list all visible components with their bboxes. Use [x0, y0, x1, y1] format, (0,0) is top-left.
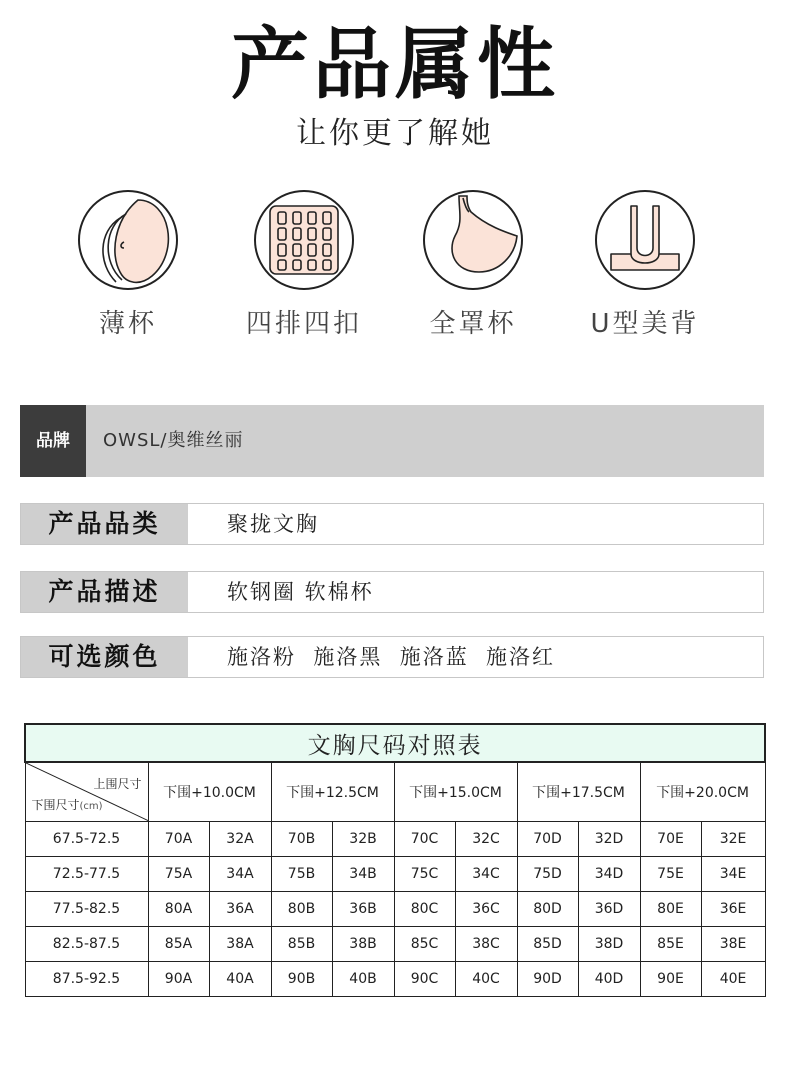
size-table-title: 文胸尺码对照表	[25, 724, 765, 762]
size-cell: 36E	[701, 892, 765, 927]
size-cell: 38C	[455, 927, 517, 962]
size-cell: 90A	[148, 962, 209, 997]
size-cell: 75C	[394, 857, 455, 892]
u-back-icon	[595, 190, 695, 290]
feature-label: 薄杯	[98, 309, 157, 339]
size-cell: 85A	[148, 927, 209, 962]
size-cell: 80D	[517, 892, 578, 927]
size-cell: 36B	[332, 892, 394, 927]
size-cell: 70C	[394, 822, 455, 857]
size-cell: 80A	[148, 892, 209, 927]
size-cell: 36A	[209, 892, 271, 927]
feature-label: U型美背	[590, 309, 700, 339]
attribute-row-description	[20, 571, 764, 613]
size-cell: 75E	[640, 857, 701, 892]
size-cell: 80B	[271, 892, 332, 927]
attribute-row-colors	[20, 636, 764, 678]
page-title: 产品属性	[230, 20, 559, 110]
table-row	[25, 857, 765, 892]
size-cell: 32B	[332, 822, 394, 857]
size-cell: 40B	[332, 962, 394, 997]
size-cell: 40E	[701, 962, 765, 997]
size-cell: 34C	[455, 857, 517, 892]
size-cell: 85C	[394, 927, 455, 962]
size-cell: 90B	[271, 962, 332, 997]
table-row	[25, 892, 765, 927]
size-cell: 38E	[701, 927, 765, 962]
size-cell: 70E	[640, 822, 701, 857]
column-header: 下围+20.0CM	[640, 762, 765, 822]
row-range-cell: 87.5-92.5	[25, 962, 148, 997]
feature-u-back	[570, 190, 720, 340]
row-range-cell: 77.5-82.5	[25, 892, 148, 927]
attribute-key: 可选颜色	[21, 637, 188, 677]
size-cell: 36D	[578, 892, 640, 927]
size-cell: 38B	[332, 927, 394, 962]
four-row-hook-icon	[254, 190, 354, 290]
row-range-cell: 82.5-87.5	[25, 927, 148, 962]
feature-thin-cup	[53, 190, 203, 340]
size-cell: 90C	[394, 962, 455, 997]
row-range-cell: 67.5-72.5	[25, 822, 148, 857]
table-corner-cell	[25, 762, 148, 822]
column-header: 下围+12.5CM	[271, 762, 394, 822]
size-cell: 75B	[271, 857, 332, 892]
size-cell: 34E	[701, 857, 765, 892]
brand-row	[20, 405, 764, 477]
size-cell: 32A	[209, 822, 271, 857]
size-cell: 36C	[455, 892, 517, 927]
size-cell: 70D	[517, 822, 578, 857]
brand-key: 品牌	[20, 405, 86, 477]
column-header: 下围+15.0CM	[394, 762, 517, 822]
attribute-key: 产品描述	[21, 572, 188, 612]
size-cell: 40A	[209, 962, 271, 997]
size-cell: 85B	[271, 927, 332, 962]
column-header: 下围+17.5CM	[517, 762, 640, 822]
size-cell: 75A	[148, 857, 209, 892]
size-cell: 32C	[455, 822, 517, 857]
table-row	[25, 962, 765, 997]
size-table	[24, 723, 766, 997]
thin-cup-icon	[78, 190, 178, 290]
corner-top-label: 上围尺寸	[93, 777, 142, 791]
size-cell: 85D	[517, 927, 578, 962]
column-header: 下围+10.0CM	[148, 762, 271, 822]
size-cell: 90D	[517, 962, 578, 997]
table-row	[25, 927, 765, 962]
size-cell: 32D	[578, 822, 640, 857]
table-row	[25, 822, 765, 857]
corner-bottom-text: 下围尺寸	[31, 798, 80, 812]
size-cell: 34A	[209, 857, 271, 892]
page-subtitle: 让你更了解她	[296, 116, 494, 151]
attribute-key: 产品品类	[21, 504, 188, 544]
attribute-value: 聚拢文胸	[227, 512, 319, 536]
size-cell: 75D	[517, 857, 578, 892]
corner-unit: (cm)	[79, 801, 103, 812]
size-cell: 38D	[578, 927, 640, 962]
corner-bottom-label	[32, 796, 103, 813]
size-cell: 40C	[455, 962, 517, 997]
row-range-cell: 72.5-77.5	[25, 857, 148, 892]
attribute-value: 施洛粉 施洛黑 施洛蓝 施洛红	[227, 645, 556, 669]
feature-label: 四排四扣	[245, 309, 362, 339]
size-cell: 34B	[332, 857, 394, 892]
size-cell: 90E	[640, 962, 701, 997]
size-cell: 40D	[578, 962, 640, 997]
size-cell: 70A	[148, 822, 209, 857]
size-cell: 85E	[640, 927, 701, 962]
feature-full-cup	[398, 190, 548, 340]
attribute-value: 软钢圈 软棉杯	[227, 580, 374, 604]
feature-four-row-hook	[229, 190, 379, 340]
feature-label: 全罩杯	[429, 309, 517, 339]
size-cell: 70B	[271, 822, 332, 857]
brand-value: OWSL/奥维丝丽	[103, 430, 244, 451]
size-cell: 34D	[578, 857, 640, 892]
full-cup-icon	[423, 190, 523, 290]
size-cell: 80E	[640, 892, 701, 927]
size-cell: 32E	[701, 822, 765, 857]
size-cell: 80C	[394, 892, 455, 927]
attribute-row-category	[20, 503, 764, 545]
size-cell: 38A	[209, 927, 271, 962]
